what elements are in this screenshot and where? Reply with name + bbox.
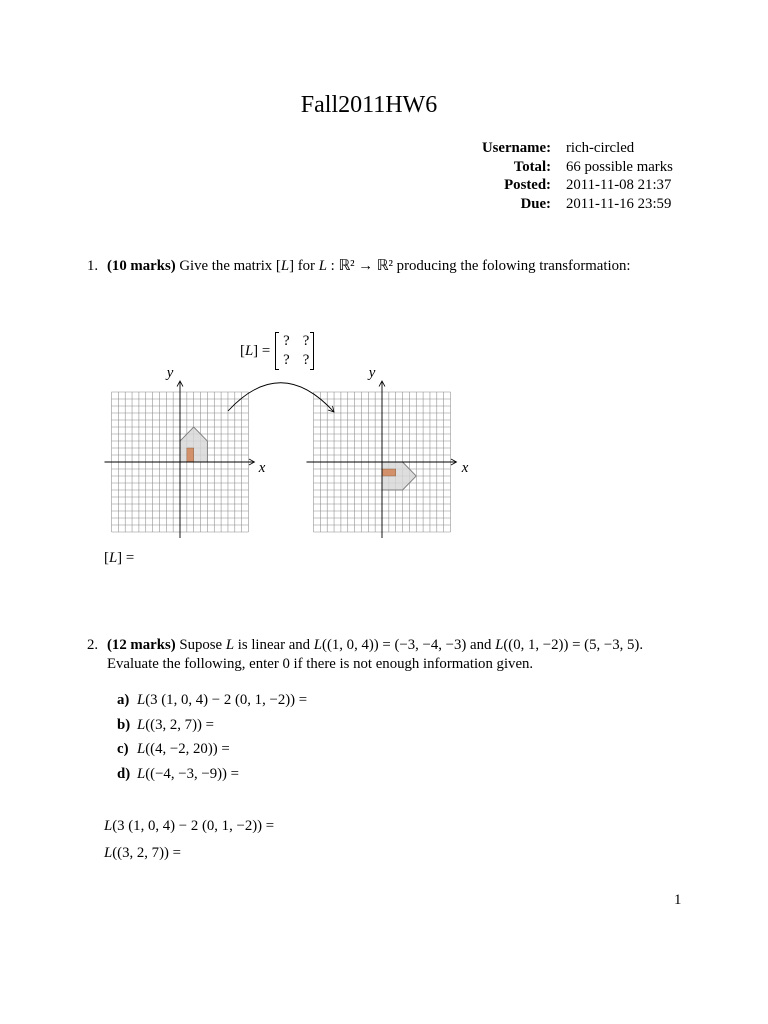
matrix-symbol bbox=[276, 258, 294, 274]
subquestion-label: a) bbox=[117, 692, 130, 708]
subquestion-b bbox=[117, 713, 307, 738]
subquestion-d bbox=[117, 762, 307, 787]
subquestion-a bbox=[117, 688, 307, 713]
question-2 bbox=[87, 636, 643, 674]
question-text: Give the matrix bbox=[179, 258, 273, 274]
answer-line-a bbox=[104, 813, 274, 840]
math-variable: L bbox=[137, 741, 146, 758]
question-text: Supose bbox=[179, 637, 223, 653]
right-x-axis-label: x bbox=[461, 460, 469, 476]
left-y-axis-label: y bbox=[166, 365, 174, 381]
bracket-close: ] bbox=[253, 342, 259, 359]
question-number: 2. bbox=[87, 637, 99, 653]
info-value-username: rich-circled bbox=[566, 140, 635, 156]
question-1 bbox=[87, 257, 631, 276]
question-marks: (12 marks) bbox=[107, 637, 176, 653]
right-y-axis-label: y bbox=[368, 365, 376, 381]
info-label-due: Due: bbox=[520, 196, 551, 213]
math-variable: L bbox=[104, 845, 113, 861]
equals-sign: = bbox=[125, 550, 135, 566]
question-text: and bbox=[470, 637, 492, 653]
math-expression: (3 (1, 0, 4) − 2 (0, 1, −2)) = bbox=[112, 818, 275, 834]
math-variable: L bbox=[313, 637, 323, 653]
assignment-info-table bbox=[420, 139, 673, 214]
mapping-signature: : ℝ² → ℝ² bbox=[330, 258, 393, 274]
bracket-close: ] bbox=[117, 550, 123, 566]
house-door bbox=[382, 469, 396, 476]
matrix-entry: ? bbox=[302, 352, 310, 368]
answer-line-b bbox=[104, 840, 274, 867]
question-instructions: Evaluate the following, enter 0 if there is not enough information given. bbox=[107, 656, 534, 672]
math-variable: L bbox=[280, 258, 290, 274]
info-value-total: 66 possible marks bbox=[566, 158, 673, 175]
question-number: 1. bbox=[87, 258, 99, 274]
given-value-2 bbox=[495, 637, 643, 653]
math-expression: ((4, −2, 20)) = bbox=[145, 741, 230, 758]
question-text: for bbox=[297, 258, 315, 274]
math-expression: ((1, 0, 4)) = (−3, −4, −3) bbox=[322, 637, 467, 653]
info-value-due: 2011-11-16 23:59 bbox=[566, 196, 672, 213]
left-x-axis-label: x bbox=[258, 460, 266, 476]
math-expression: ((3, 2, 7)) = bbox=[112, 845, 181, 861]
info-label-posted: Posted: bbox=[504, 177, 551, 194]
house-door bbox=[187, 448, 194, 462]
matrix-entry: ? bbox=[283, 352, 290, 368]
answer-line-matrix bbox=[104, 549, 134, 568]
original-plot bbox=[105, 381, 255, 538]
subquestion-list bbox=[117, 688, 307, 787]
math-variable: L bbox=[108, 550, 118, 566]
subquestion-label: b) bbox=[117, 716, 131, 733]
question-marks: (10 marks) bbox=[107, 258, 176, 274]
info-value-posted: 2011-11-08 21:37 bbox=[566, 177, 672, 194]
question-text: is linear and bbox=[237, 637, 311, 653]
math-expression: (3 (1, 0, 4) − 2 (0, 1, −2)) = bbox=[145, 692, 308, 708]
math-expression: ((0, 1, −2)) = (5, −3, 5) bbox=[503, 637, 640, 653]
math-variable: L bbox=[137, 692, 146, 708]
subquestion-label: d) bbox=[117, 766, 131, 783]
info-label-total: Total: bbox=[513, 158, 551, 175]
equals-sign: = bbox=[261, 342, 271, 359]
math-variable: L bbox=[225, 637, 235, 653]
question-text: producing the folowing transformation: bbox=[396, 258, 631, 274]
math-variable: L bbox=[104, 818, 113, 834]
question-statement bbox=[87, 636, 643, 655]
page-number: 1 bbox=[674, 892, 682, 908]
math-expression: ((−4, −3, −9)) = bbox=[145, 766, 240, 783]
math-variable: L bbox=[137, 716, 146, 733]
bracket-close: ] bbox=[289, 258, 295, 274]
subquestion-c bbox=[117, 737, 307, 762]
bracket-open: [ bbox=[275, 258, 281, 274]
subquestion-label: c) bbox=[117, 741, 129, 758]
page-title: Fall2011HW6 bbox=[300, 92, 438, 118]
matrix-entry: ? bbox=[302, 333, 310, 349]
transformed-plot bbox=[307, 381, 457, 538]
math-variable: L bbox=[318, 258, 327, 274]
math-variable: L bbox=[244, 342, 254, 359]
bracket-open: [ bbox=[104, 550, 109, 566]
info-label-username: Username: bbox=[481, 140, 551, 156]
bracket-open: [ bbox=[240, 342, 245, 359]
matrix-entry: ? bbox=[283, 333, 290, 349]
answer-lines bbox=[104, 813, 274, 867]
math-variable: L bbox=[137, 766, 146, 783]
period: . bbox=[639, 637, 644, 653]
math-expression: ((3, 2, 7)) = bbox=[145, 716, 214, 733]
given-value-1 bbox=[314, 637, 467, 653]
transformation-figure bbox=[90, 330, 490, 550]
transformation-arrow bbox=[228, 383, 334, 412]
math-variable: L bbox=[495, 637, 504, 653]
